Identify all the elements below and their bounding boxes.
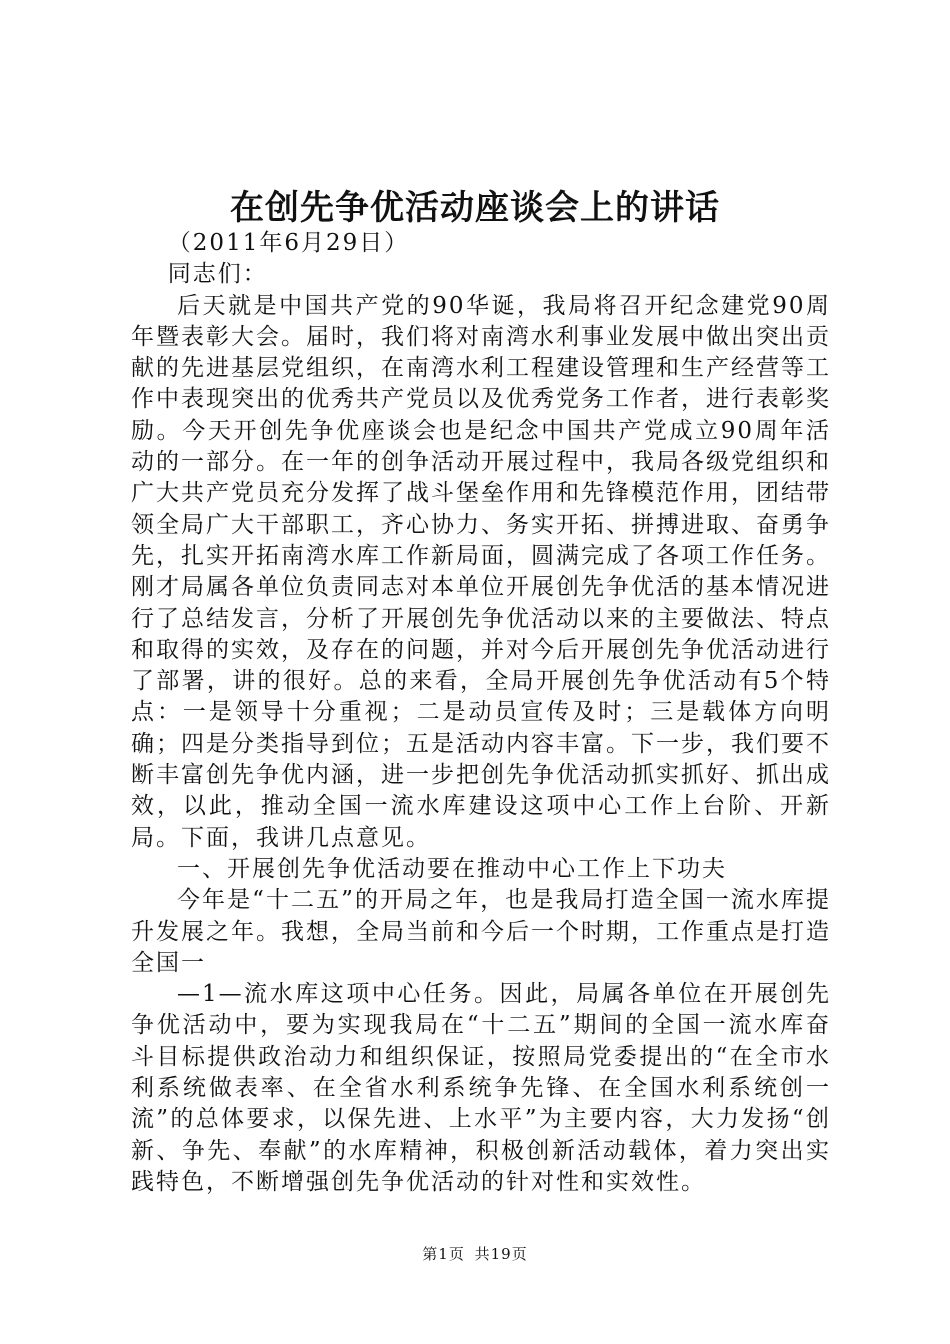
page-number: 第1页 <box>422 1245 465 1263</box>
body-paragraph: 今年是“十二五”的开局之年，也是我局打造全国一流水库提升发展之年。我想，全局当前和今后一个时期，工作重点是打造全国一 <box>131 887 831 976</box>
document-body <box>131 228 831 1198</box>
body-paragraph: —1—流水库这项中心任务。因此，局属各单位在开展创先争优活动中，要为实现我局在“十二五”期间的全国一流水库奋斗目标提供政治动力和组织保证，按照局党委提出的“在全市水利系统做表率、在全省水利系统争先锋、在全国水利系统创一流”的总体要求，以保先进、上水平”为主要内容，大力发扬“创新、争先、奉献”的水库精神，积极创新活动载体，着力突出实践特色，不断增强创先争优活动的针对性和实效性。 <box>131 981 831 1195</box>
salutation: 同志们： <box>167 261 268 288</box>
speech-date: （2011年6月29日） <box>167 230 410 256</box>
body-paragraph: 后天就是中国共产党的90华诞，我局将召开纪念建党90周年暨表彰大会。届时，我们将对南湾水利事业发展中做出突出贡献的先进基层党组织，在南湾水利工程建设管理和生产经营等工作中表现突出的优秀共产党员以及优秀党务工作者，进行表彰奖励。今天开创先争优座谈会也是纪念中国共产党成立90周年活动的一部分。在一年的创争活动开展过程中，我局各级党组织和广大共产党员充分发挥了战斗堡垒作用和先锋模范作用，团结带领全局广大干部职工，齐心协力、务实开拓、拼搏进取、奋勇争先，扎实开拓南湾水库工作新局面，圆满完成了各项工作任务。刚才局属各单位负责同志对本单位开展创先争优活的基本情况进行了总结发言，分析了开展创先争优活动以来的主要做法、特点和取得的实效，及存在的问题，并对今后开展创先争优活动进行了部署，讲的很好。总的来看，全局开展创先争优活动有5个特点：一是领导十分重视；二是动员宣传及时；三是载体方向明确；四是分类指导到位；五是活动内容丰富。下一步，我们要不断丰富创先争优内涵，进一步把创先争优活动抓实抓好、抓出成效，以此，推动全国一流水库建设这项中心工作上台阶、开新局。下面，我讲几点意见。 <box>131 292 831 851</box>
page-footer <box>0 1244 950 1264</box>
page-total: 共19页 <box>474 1245 528 1263</box>
section-heading: 一、开展创先争优活动要在推动中心工作上下功夫 <box>177 855 727 882</box>
document-title: 在创先争优活动座谈会上的讲话 <box>230 188 720 228</box>
